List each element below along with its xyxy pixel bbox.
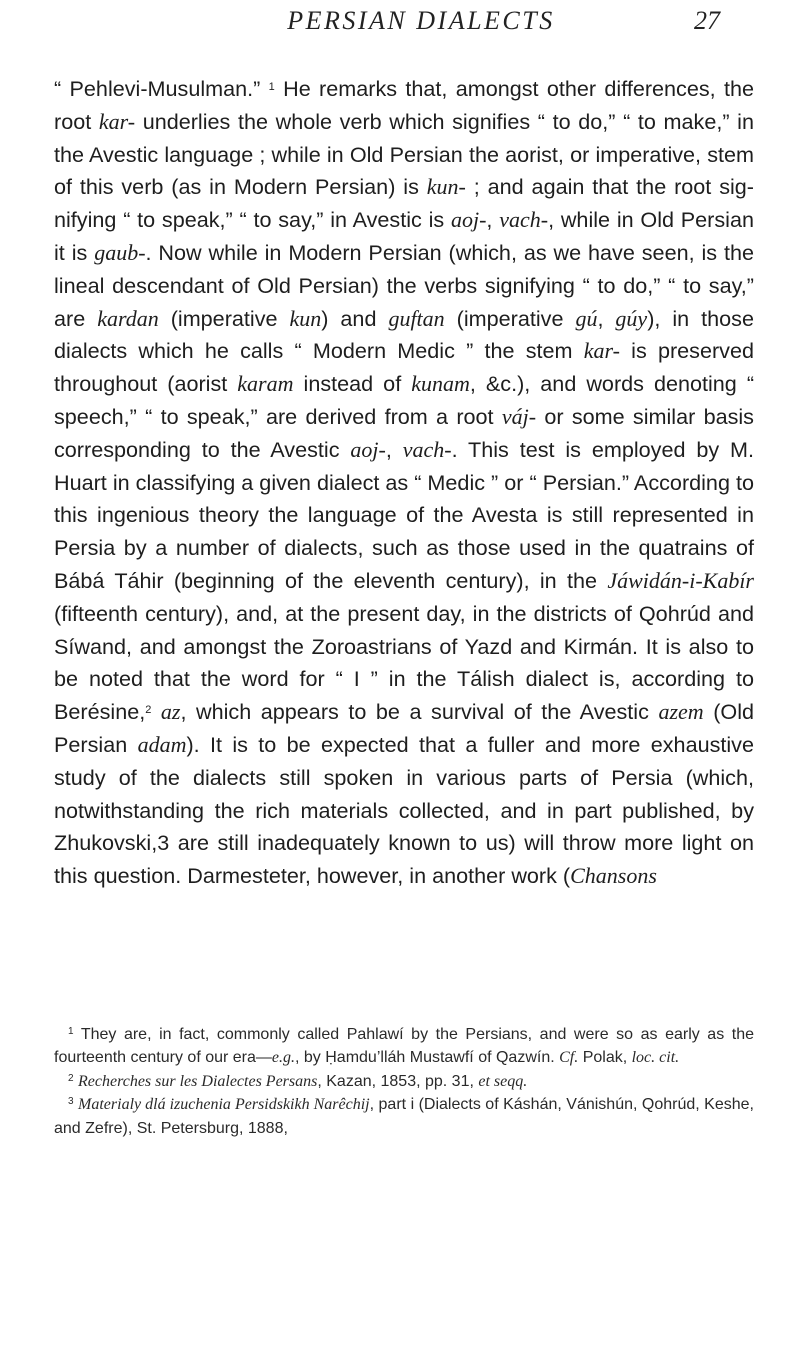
page-header [0,6,801,50]
italic-term: karam [237,371,294,397]
italic-term: adam [137,731,187,757]
footnote-3 [54,1093,754,1140]
italic-term: az [160,699,181,725]
italic-term: aoj- [450,207,487,233]
italic-term: gú [575,305,598,331]
footnote-1 [54,1023,754,1070]
text-run: ), in those dialects which he calls “ Modern Medic ” the stem [54,305,754,364]
text-run: instead of [293,371,412,397]
text-run: , &c.), and words denoting “ speech,” “ to speak,” are derived from a root [54,371,755,429]
italic-term: vach- [499,207,549,233]
text-run: (Old Persian [54,699,755,757]
footnote-text: Polak, [578,1049,632,1067]
footnote-text: , by Ḥamdu’lláh Mustawfí of Qazwín. [295,1049,560,1067]
text-run: ; and again that the root signifying “ to speak,” “ to say,” in Avestic is [54,174,754,233]
footnote-italic: et seqq. [478,1072,528,1090]
text-run: , [486,207,500,233]
text-run: is preserved throughout (aorist [54,338,754,397]
text-run: “ Pehlevi-Musulman.” [54,76,269,101]
footnote-italic: e.g. [271,1049,296,1067]
page-number: 27 [694,6,720,35]
text-run: . Now while in Modern Persian (which, as we have seen, is the lineal descendant of Old Persian) the verbs signifying “ to do,” “ to say,” are [54,239,754,331]
text-run [151,699,161,724]
text-run: (imperative [158,305,290,331]
italic-term: vach- [402,436,452,462]
text-run: He remarks that, amongst other differences, the root [54,76,754,134]
text-run: (imperative [444,305,576,331]
italic-term: kardan [97,305,159,331]
footnotes [54,1023,754,1140]
italic-term: kun [289,305,322,331]
footnote-italic: Materialy dlá izuchenia Persidskikh Narêchij [78,1096,370,1114]
main-paragraph [54,73,754,893]
text-run: , [385,436,403,462]
footnote-marker: 3 [68,1096,74,1108]
footnote-text: , part i (Dialects of Káshán, Vánishún, Qohrúd, Keshe, and Zefre), St. Petersburg, 1888, [54,1096,754,1137]
footnote-marker: 2 [68,1072,74,1084]
footnote-marker: 1 [68,1026,74,1037]
footnote-italic: Recherches sur les Dialectes Persans [78,1072,318,1090]
italic-term: kunam [411,371,470,397]
footnote-italic: Cf. [559,1049,579,1067]
text-run: ) and [321,305,389,331]
text-run: (fifteenth century), and, at the present day, in the districts of Qohrúd and Síwand, and amongst the Zoroastrians of Yazd and Kirmán. It is also to be noted that the word for “ I ” in the Tálish dialect is, according to Berésine, [54,600,754,725]
italic-term: aoj- [350,436,386,462]
footnote-ref-1: 1 [268,81,275,93]
text-run: underlies the whole verb which signifies “ to do,” “ to make,” in the Avestic language ; while in Old Persian the aorist, or imperative, stem of this verb (as in Modern Persian) is [54,108,754,200]
footnote-italic: loc. cit. [631,1049,680,1067]
body-text [54,73,754,893]
italic-term: guftan [388,305,445,331]
italic-title: Chansons [570,863,657,889]
italic-term: kun- [426,174,466,200]
text-run: , [597,305,616,331]
italic-term: azem [658,699,704,725]
text-run: ). It is to be expected that a fuller and more exhaustive study of the dialects still spoken in various parts of Persia (which, notwithstanding the rich materials collected, and in part published, by Zhukovski,3 are still inadequately known to us) will throw more light on this question. Darmesteter, however, in another work ( [54,731,754,889]
italic-title: Jáwidán-i-Kabír [607,567,754,593]
italic-term: kar- [98,108,136,134]
footnote-2 [54,1070,754,1093]
italic-term: gaub- [94,239,146,265]
footnote-text: , Kazan, 1853, pp. 31, [317,1072,479,1090]
italic-term: kar- [583,338,620,364]
footnote-text: They are, in fact, commonly called Pahlawí by the Persians, and were so as early as the fourteenth century of our era— [54,1026,754,1067]
text-run: , which appears to be a survival of the Avestic [180,699,659,725]
italic-term: gúy [615,305,648,331]
footnote-ref-2: 2 [145,704,152,717]
text-run: . This test is employed by M. Huart in classifying a given dialect as “ Medic ” or “ Persian.” According to this ingenious theory the language of the Avesta is still represented in Persia by a number of dialects, such as those used in the quatrains of Bábá Táhir (beginning of the eleventh century), in the [54,436,754,593]
text-run: or some similar basis corresponding to the Avestic [54,403,754,462]
italic-term: váj- [501,403,537,429]
text-run: , while in Old Persian it is [54,207,754,265]
running-title: PERSIAN DIALECTS [287,6,555,35]
